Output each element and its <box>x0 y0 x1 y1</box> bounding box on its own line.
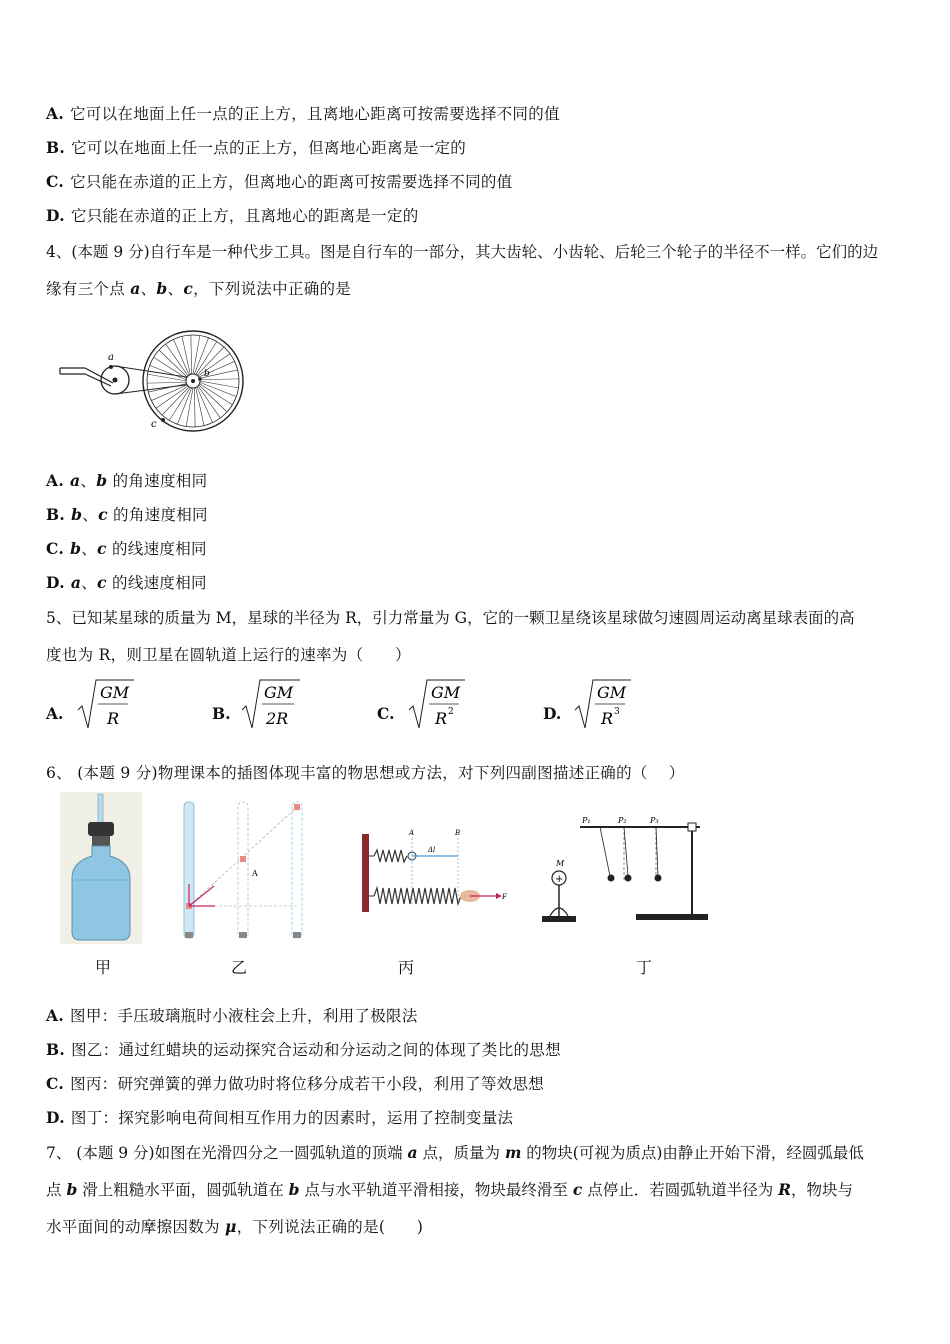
wheel-spoke <box>147 382 186 383</box>
q7-stem-line1: 7、 (本题 9 分)如图在光滑四分之一圆弧轨道的顶端 a 点，质量为 m 的物块(可视为质点)由静止开始下滑，经圆弧最低 <box>46 1143 864 1162</box>
q4-stem-line1: 4、(本题 9 分)自行车是一种代步工具。图是自行车的一部分，其大齿轮、小齿轮、后轮三个轮子的半径不一样。它们的边 <box>46 243 879 261</box>
svg-text:F: F <box>502 893 507 901</box>
svg-text:GM: GM <box>100 683 130 702</box>
svg-text:P₂: P₂ <box>618 816 627 825</box>
svg-text:2: 2 <box>448 707 454 717</box>
svg-text:R: R <box>601 709 614 728</box>
svg-text:A: A <box>409 829 415 837</box>
svg-text:GM: GM <box>431 683 461 702</box>
label-c: c <box>151 419 157 430</box>
svg-text:B: B <box>455 829 461 837</box>
svg-text:3: 3 <box>614 707 620 717</box>
wheel-spoke <box>194 388 195 427</box>
q3-option-b: B. 它可以在地面上任一点的正上方，但离地心距离是一定的 <box>46 138 467 157</box>
q5-stem-line1: 5、已知某星球的质量为 M，星球的半径为 R，引力常量为 G，它的一颗卫星绕该星球做匀速圆周运动离星球表面的高 <box>46 609 855 627</box>
label-a: a <box>108 352 114 363</box>
svg-text:M: M <box>556 859 565 868</box>
svg-text:Δl: Δl <box>428 846 436 854</box>
q4-stem-line2: 缘有三个点 a、b、c，下列说法中正确的是 <box>46 279 352 298</box>
q3-option-d: D. 它只能在赤道的正上方，且离地心的距离是一定的 <box>46 206 419 225</box>
caption-jia: 甲 <box>95 958 112 977</box>
q3-option-c: C. 它只能在赤道的正上方，但离地心的距离可按需要选择不同的值 <box>46 172 513 191</box>
q4-option-a: A. a、b 的角速度相同 <box>46 471 208 490</box>
svg-text:R: R <box>435 709 448 728</box>
q6-option-a: A. 图甲：手压玻璃瓶时小液柱会上升，利用了极限法 <box>46 1006 418 1025</box>
q4-option-d: D. a、c 的线速度相同 <box>46 573 207 592</box>
svg-text:P₁: P₁ <box>582 816 591 825</box>
figure-yi-tubes <box>180 800 310 942</box>
wheel-spoke <box>191 335 192 374</box>
label-b: b <box>204 369 210 379</box>
q3-option-a: A. 它可以在地面上任一点的正上方，且离地心距离可按需要选择不同的值 <box>46 104 560 123</box>
q6-option-b: B. 图乙：通过红蜡块的运动探究合运动和分运动之间的体现了类比的思想 <box>46 1040 561 1059</box>
caption-yi: 乙 <box>231 958 248 977</box>
svg-text:GM: GM <box>264 683 294 702</box>
q6-option-d: D. 图丁：探究影响电荷间相互作用力的因素时，运用了控制变量法 <box>46 1108 514 1127</box>
q7-stem-line2: 点 b 滑上粗糙水平面，圆弧轨道在 b 点与水平轨道平滑相接，物块最终滑至 c 点停止．若圆弧轨道半径为 R，物块与 <box>46 1180 854 1199</box>
figure-bing-springs <box>362 826 512 914</box>
svg-text:GM: GM <box>597 683 627 702</box>
svg-text:+: + <box>555 874 564 885</box>
q6-stem: 6、 (本题 9 分)物理课本的插图体现丰富的物思想或方法，对下列四副图描述正确的（ ） <box>46 764 685 782</box>
q4-option-c: C. b、c 的线速度相同 <box>46 539 207 558</box>
figure-jia-bottle <box>60 792 142 944</box>
bicycle-gear-figure <box>55 328 250 433</box>
q5-stem-line2: 度也为 R，则卫星在圆轨道上运行的速率为（ ） <box>46 646 411 664</box>
figure-ding-charges <box>540 810 712 928</box>
q7-stem-line3: 水平面间的动摩擦因数为 μ，下列说法正确的是( ) <box>46 1217 424 1236</box>
q6-option-c: C. 图丙：研究弹簧的弹力做功时将位移分成若干小段，利用了等效思想 <box>46 1074 545 1093</box>
caption-bing: 丙 <box>398 958 415 977</box>
q4-option-b: B. b、c 的角速度相同 <box>46 505 208 524</box>
svg-text:2R: 2R <box>266 709 289 728</box>
svg-text:P₃: P₃ <box>650 816 659 825</box>
caption-ding: 丁 <box>636 958 653 977</box>
svg-text:R: R <box>107 709 120 728</box>
svg-text:A: A <box>252 869 258 878</box>
